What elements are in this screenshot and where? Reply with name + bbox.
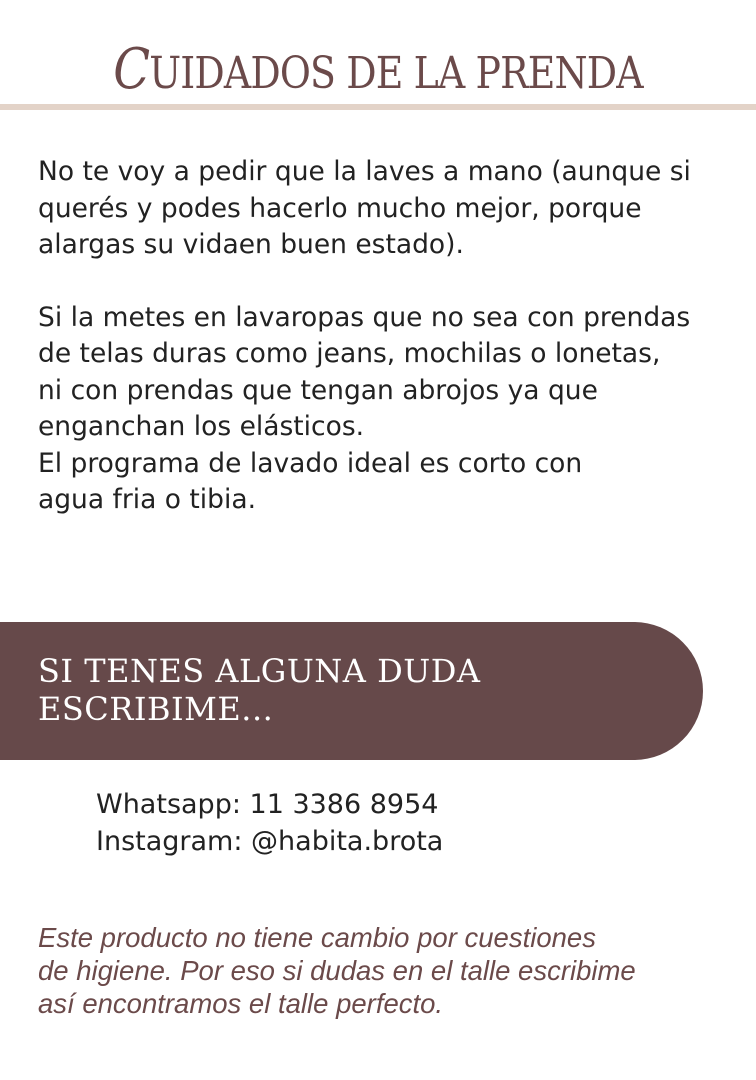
note-line-3: así encontramos el talle perfecto. bbox=[38, 988, 444, 1019]
care-instructions bbox=[38, 154, 738, 519]
care-paragraph-2 bbox=[38, 300, 738, 519]
instagram-contact[interactable]: Instagram: @habita.brota bbox=[96, 826, 444, 857]
care-line: enganchan los elásticos. bbox=[38, 411, 365, 442]
care-line: querés y podes hacerlo mucho mejor, porque bbox=[38, 192, 642, 224]
care-line: agua fria o tibia. bbox=[38, 484, 257, 515]
care-line: No te voy a pedir que la laves a mano (aunque si bbox=[38, 156, 691, 187]
contact-info bbox=[96, 786, 443, 860]
page-title bbox=[53, 37, 703, 104]
title-divider bbox=[0, 104, 756, 110]
care-line: ni con prendas que tengan abrojos ya que bbox=[38, 374, 598, 406]
care-line: de telas duras como jeans, mochilas o lonetas, bbox=[38, 338, 661, 369]
banner-line-2: ESCRIBIME... bbox=[38, 690, 274, 728]
note-line-1: Este producto no tiene cambio por cuestiones bbox=[38, 922, 596, 953]
care-line: El programa de lavado ideal es corto con bbox=[38, 447, 583, 479]
page-title-initial: C bbox=[113, 37, 150, 102]
care-line: Si la metes en lavaropas que no sea con prendas bbox=[38, 301, 691, 333]
care-line: alargas su vidaen buen estado). bbox=[38, 229, 464, 260]
banner-line-1: SI TENES ALGUNA DUDA bbox=[38, 652, 481, 690]
page-title-rest: UIDADOS DE LA PRENDA bbox=[149, 48, 643, 99]
note-line-2: de higiene. Por eso si dudas en el talle escribime bbox=[38, 955, 636, 986]
banner-heading bbox=[38, 652, 480, 728]
hygiene-note bbox=[38, 921, 738, 1020]
whatsapp-contact[interactable]: Whatsapp: 11 3386 8954 bbox=[96, 789, 439, 820]
care-paragraph-1 bbox=[38, 154, 738, 264]
contact-banner bbox=[0, 622, 703, 760]
